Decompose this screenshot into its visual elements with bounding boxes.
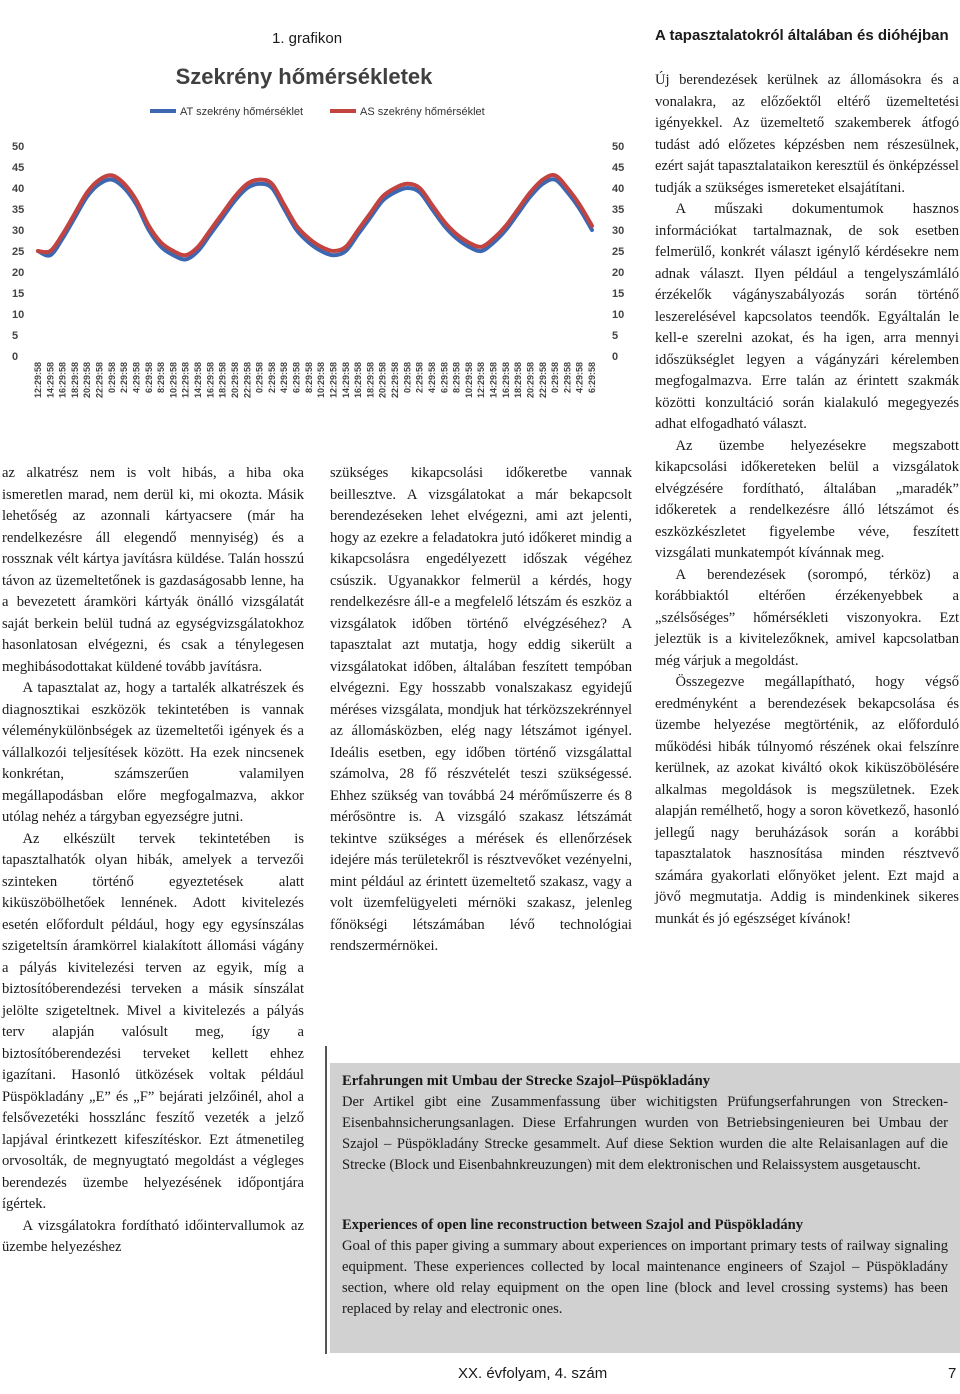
y-tick-label-left: 5	[12, 330, 19, 342]
x-tick-label: 12:29:58	[328, 362, 339, 399]
x-tick-label: 20:29:58	[82, 362, 93, 399]
chart-title: Szekrény hőmérsékletek	[175, 64, 433, 89]
x-tick-label: 14:29:58	[340, 362, 351, 399]
data-point-as	[320, 246, 322, 248]
y-tick-label-left: 40	[12, 183, 25, 195]
figure-caption: 1. grafikon	[272, 30, 343, 47]
data-point-at	[98, 183, 100, 185]
data-point-at	[308, 241, 310, 243]
y-tick-label-left: 30	[12, 225, 25, 237]
col2-paragraph: szükséges kikapcsolási időkeretbe vannak beillesztve. A vizsgálatokat a már bekapcsolt berendezéseken lehet elvégezni, ami azt jelenti, hogy az ezekre a feladatokra jutó időkeret mindig a kikapcsolásra engedélyezett időszak végéhez csúszik. Ugyanakkor felmerül a kérdés, hogy rendelkezésre áll-e a megfelelő létszám és eszköz a vizsgálatok időben történő elvégzéséhez? A tapasztalat azt mutatja, hogy eddig sikerült a vizsgálatokat időben, általában feszített tempóban elvégezni. Egy hosszabb vonalszakasz egyidejű méréses vizsgálata, mondjuk hat térközszekrénnyel az állomásközben, elég nagy létszámot igényel. Ideális esetben, egy időben történő vizsgálattal számolva, 28 fő részvételét teszi szükségessé. Ehhez szükség van továbbá 24 mérőműszerre és 8 mérősöntre is. A vizsgáló szakasz létszámát tekintve szükséges a mérések és ellenőrzések idejére más területekről is résztvevőket vezényelni, mint például az érintett üzemeltető szakasz, vagy a volt üzemfelügyeleti mérnöki szakasz, jelenleg főnökségi létszámában lévő technológiai rendszermérnökei.	[330, 465, 632, 954]
data-point-as	[197, 246, 199, 248]
column-divider	[325, 1046, 327, 1354]
data-point-as	[221, 212, 223, 214]
data-point-as	[369, 212, 371, 214]
x-tick-label: 2:29:58	[266, 362, 277, 394]
col1-paragraph: az alkatrész nem is volt hibás, a hiba oka ismeretlen marad, nem derül ki, mi okozta. Másik lehetőség az azonnali kártyacsere (már ha rendelkezésre áll elegendő mennyiség) és a rossznak vélt kártya javításra küldése. Talán hosszú távon az üzemeltetőnek is gazdaságosabb lenne, ha a bevezetett áramköri kártyák önálló vizsgálatát saját berkein belül tudná az egységvizsgálatokhoz hasonlatosan elvégezni, és csak a ténylegesen meghibásodottakat küldené tovább javításra.	[2, 465, 304, 675]
data-point-at	[480, 250, 482, 252]
y-tick-label-right: 20	[612, 267, 625, 279]
data-point-at	[554, 178, 556, 180]
data-point-as	[209, 229, 211, 231]
y-tick-label-right: 5	[612, 330, 619, 342]
data-point-at	[455, 237, 457, 239]
x-tick-label: 2:29:58	[562, 362, 573, 394]
data-point-as	[406, 183, 408, 185]
data-point-as	[591, 225, 593, 227]
x-tick-label: 20:29:58	[377, 362, 388, 399]
x-tick-label: 18:29:58	[365, 362, 376, 399]
data-point-at	[406, 187, 408, 189]
data-point-at	[332, 254, 334, 256]
body-column-1	[2, 463, 304, 1259]
footer-issue: XX. évfolyam, 4. szám	[458, 1365, 608, 1382]
abstract-english	[342, 1215, 948, 1320]
y-tick-label-left: 15	[12, 288, 25, 300]
data-point-as	[271, 183, 273, 185]
y-tick-label-right: 50	[612, 141, 625, 153]
body-column-3	[655, 26, 959, 930]
y-tick-label-left: 45	[12, 162, 25, 174]
x-tick-label: 4:29:58	[426, 362, 437, 394]
data-point-at	[542, 183, 544, 185]
x-tick-label: 10:29:58	[168, 362, 179, 399]
data-point-as	[160, 241, 162, 243]
y-tick-label-right: 25	[612, 246, 625, 258]
data-point-as	[258, 178, 260, 180]
data-point-as	[554, 174, 556, 176]
abstract-german	[342, 1071, 948, 1176]
x-tick-label: 6:29:58	[439, 362, 450, 394]
x-tick-label: 18:29:58	[217, 362, 228, 399]
data-point-at	[468, 246, 470, 248]
y-tick-label-right: 10	[612, 309, 625, 321]
col1-paragraph: A tapasztalat az, hogy a tartalék alkatrészek és diagnosztikai eszközök tekintetében is vannak véleménykülönbségek az üzemeltetői igények és a vállalkozói teljesítések között. Ha ezek nincsenek konkrétan, számszerűen valamilyen megállapodásban előre megfogalmazva, akkor utólag nehéz a tárgyban egyezségre jutni.	[2, 680, 304, 825]
data-point-as	[394, 187, 396, 189]
data-point-at	[320, 250, 322, 252]
x-tick-label: 0:29:58	[402, 362, 413, 394]
x-tick-label: 4:29:58	[279, 362, 290, 394]
y-tick-label-right: 15	[612, 288, 625, 300]
data-point-as	[492, 237, 494, 239]
x-tick-label: 20:29:58	[525, 362, 536, 399]
x-tick-label: 18:29:58	[69, 362, 80, 399]
data-point-as	[98, 178, 100, 180]
data-point-as	[505, 225, 507, 227]
col3-paragraph: Új berendezések kerülnek az állomásokra és a vonalakra, az előzőektől eltérő üzemeltetési igényekkel. Az üzemeltető szakemberek átfogó tudást adó előzetes képzésben nem részesülnek, ezért saját tapasztalataikon keresztül és önképzéssel tudják a szükséges ismereteket elsajátítani.	[655, 72, 959, 196]
y-tick-label-right: 35	[612, 204, 625, 216]
x-tick-label: 10:29:58	[316, 362, 327, 399]
x-tick-label: 2:29:58	[414, 362, 425, 394]
data-point-as	[517, 208, 519, 210]
data-point-as	[332, 250, 334, 252]
x-tick-label: 22:29:58	[537, 362, 548, 399]
x-tick-label: 2:29:58	[119, 362, 130, 394]
x-tick-label: 10:29:58	[463, 362, 474, 399]
col1-paragraph: A vizsgálatokra fordítható időintervallumok az üzembe helyezéshez	[2, 1217, 304, 1255]
col3-paragraph: A műszaki dokumentumok hasznos információkat tartalmaznak, de sok esetben felmerülő, konkrét választ igénylő kérdésekre nem adnak választ. Ilyen például a tengelyszámláló érzékelők vágányszabályozás során történő leszerelésével kapcsolatos teendők. Egyáltalán le kell-e szerelni azokat, és ha igen, arra mennyi időszükséglet legyen a vágányzári kérelemben megfogalmazva. Erre talán az érintett szakmák közötti konzultáció során kialakuló megegyezés adhat elfogadható választ.	[655, 201, 959, 432]
y-tick-label-left: 20	[12, 267, 25, 279]
x-tick-label: 8:29:58	[303, 362, 314, 394]
data-point-at	[246, 187, 248, 189]
data-point-as	[185, 254, 187, 256]
col3-paragraph: Összegezve megállapítható, hogy végső eredményként a berendezések bekapcsolása és üzembe helyezése megtörténik, az előforduló működési hibák túlnyomó részének okai felszínre kerülnek, az azokat kiváltó okok kiküszöbölésére alkalmas megoldások is megszületnek. Ezek alapján remélhető, hogy a soron következő, hasonló jellegű nagy beruházások során a korábbi tapasztalatok hasznosítása minden résztvevő számára gyakorlati előnyöket jelent. Ezt majd a jövő megmutatja. Addig is mindenkinek sikeres munkát és jó egészséget kívánok!	[655, 674, 959, 927]
x-tick-label: 8:29:58	[156, 362, 167, 394]
abstract-english-body: Goal of this paper giving a summary about experiences on important primary tests of railway signaling equipment. These experiences collected by local maintenance engineers of Szajol – Püspökladány section, where old relay equipment on the open line (block and level crossing systems) has been replaced by relay and electronic ones.	[342, 1238, 948, 1317]
data-point-as	[443, 220, 445, 222]
data-point-as	[566, 187, 568, 189]
data-point-as	[295, 225, 297, 227]
x-tick-label: 6:29:58	[291, 362, 302, 394]
x-tick-label: 0:29:58	[254, 362, 265, 394]
section-heading: A tapasztalatokról általában és dióhéjban	[655, 27, 949, 44]
y-tick-label-right: 45	[612, 162, 625, 174]
x-tick-label: 20:29:58	[229, 362, 240, 399]
series-layer	[37, 174, 593, 260]
data-point-as	[418, 187, 420, 189]
x-tick-label: 16:29:58	[500, 362, 511, 399]
x-tick-label: 16:29:58	[353, 362, 364, 399]
y-tick-label-left: 0	[12, 351, 19, 363]
x-tick-label: 22:29:58	[390, 362, 401, 399]
x-tick-label: 0:29:58	[106, 362, 117, 394]
x-tick-label: 22:29:58	[94, 362, 105, 399]
body-column-2	[330, 463, 632, 958]
x-tick-label: 8:29:58	[451, 362, 462, 394]
data-point-at	[172, 254, 174, 256]
col3-paragraph: Az üzembe helyezésekre megszabott kikapcsolási időkereteken belül a vizsgálatok elvégzésére fordítható, általában „maradék” időkeretek a rendelkezésre álló létszámot és eszközkészletet figyelembe véve, feszített vizsgálati munkatempót kívánnak meg.	[655, 437, 959, 561]
col3-paragraph: A berendezések (sorompó, térköz) a korábbiaktól eltérően érzékenyebbek a „szélsőséges” hőmérsékleti viszonyokra. Ezt jeleztük is a kivitelezőknek, amivel kapcsolatban még várjuk a megoldást.	[655, 566, 959, 669]
x-tick-label: 4:29:58	[574, 362, 585, 394]
data-point-as	[74, 212, 76, 214]
data-point-as	[345, 246, 347, 248]
abstract-box	[330, 1063, 960, 1353]
abstract-german-body: Der Artikel gibt eine Zusammenfassung über wichitigsten Prüfungserfahrungen von Strecken-Eisenbahnsicherungsanlagen. Diese Erfahrungen wurden von Betriebsingenieuren bei Umbau der Szajol – Püspökladány Strecke gesammelt. Auf diese Sektion wurden die alte Relaisanlagen auf die Strecke (Block und Eisenbahnkreuzungen) mit dem elektronischen und Relaissystem ausgetauscht.	[342, 1094, 948, 1173]
right-y-axis	[612, 141, 624, 363]
data-point-as	[135, 199, 137, 201]
page-number: 7	[948, 1365, 957, 1382]
x-tick-label: 16:29:58	[57, 362, 68, 399]
x-tick-label: 12:29:58	[33, 362, 43, 399]
y-tick-label-left: 10	[12, 309, 25, 321]
temperature-chart	[0, 58, 640, 458]
col1-paragraph: Az elkészült tervek tekintetében is tapasztalhatók olyan hibák, amelyek a tervezői szinteken történő egyeztetések alatt kiküszöbölhetőek lennének. Adott kivitelezés esetén előfordult például, hogy egy egysínszálas szigeteltsín áramkörrel kialakított állomási vágány a pályás kivitelezési terven az egyik, míg a biztosítóberendezési terveken a másik sínszálat jelölte szigeteltnek. Mivel a kivitelezés a pályás terv alapján valósult meg, így a biztosítóberendezési terveket kellett ehhez igazítani. Hasonló ütközések voltak például Püspökladány „E” és „F” bejárati jelzőinél, ahol a felsővezetéki hosszlánc feszítő vezeték a jelző lapjával érintkezett kifeszítéskor. Ezt átmenetileg orvosolták, de megnyugtató megoldást a végleges berendezés üzembe helyezésének időpontjára ígértek.	[2, 830, 304, 1212]
data-point-as	[468, 241, 470, 243]
data-point-as	[37, 250, 39, 252]
left-y-axis	[12, 141, 24, 363]
data-point-at	[258, 183, 260, 185]
y-tick-label-left: 25	[12, 246, 25, 258]
x-tick-label: 14:29:58	[193, 362, 204, 399]
data-point-at	[185, 258, 187, 260]
y-tick-label-right: 30	[612, 225, 625, 237]
data-point-as	[431, 204, 433, 206]
data-point-at	[345, 250, 347, 252]
data-point-at	[49, 254, 51, 256]
data-point-at	[591, 229, 593, 231]
data-point-as	[246, 183, 248, 185]
y-tick-label-right: 0	[612, 351, 619, 363]
x-tick-label: 4:29:58	[131, 362, 142, 394]
x-tick-label: 6:29:58	[143, 362, 154, 394]
data-point-as	[542, 178, 544, 180]
x-tick-label: 12:29:58	[180, 362, 191, 399]
x-tick-label: 16:29:58	[205, 362, 216, 399]
y-tick-label-left: 35	[12, 204, 25, 216]
data-point-as	[148, 225, 150, 227]
data-point-as	[578, 204, 580, 206]
data-point-as	[172, 250, 174, 252]
x-axis	[33, 362, 597, 398]
data-point-as	[455, 233, 457, 235]
y-tick-label-left: 50	[12, 141, 25, 153]
legend-label-as: AS szekrény hőmérséklet	[360, 106, 485, 118]
data-point-as	[86, 191, 88, 193]
data-point-as	[123, 183, 125, 185]
x-tick-label: 6:29:58	[587, 362, 597, 394]
data-point-as	[480, 246, 482, 248]
x-tick-label: 0:29:58	[550, 362, 561, 394]
abstract-english-title: Experiences of open line reconstruction between Szajol and Püspökladány	[342, 1217, 804, 1233]
data-point-as	[234, 195, 236, 197]
x-tick-label: 14:29:58	[45, 362, 56, 399]
data-point-as	[308, 237, 310, 239]
abstract-german-title: Erfahrungen mit Umbau der Strecke Szajol–Püspökladány	[342, 1073, 710, 1089]
legend-label-at: AT szekrény hőmérséklet	[180, 106, 304, 118]
data-point-as	[357, 229, 359, 231]
data-point-as	[529, 191, 531, 193]
data-point-at	[394, 191, 396, 193]
data-point-as	[61, 233, 63, 235]
y-tick-label-right: 40	[612, 183, 625, 195]
data-point-as	[49, 250, 51, 252]
x-tick-label: 18:29:58	[513, 362, 524, 399]
x-tick-label: 12:29:58	[476, 362, 487, 399]
data-point-at	[111, 178, 113, 180]
data-point-as	[382, 195, 384, 197]
x-tick-label: 22:29:58	[242, 362, 253, 399]
data-point-as	[283, 204, 285, 206]
x-tick-label: 14:29:58	[488, 362, 499, 399]
data-point-as	[111, 174, 113, 176]
